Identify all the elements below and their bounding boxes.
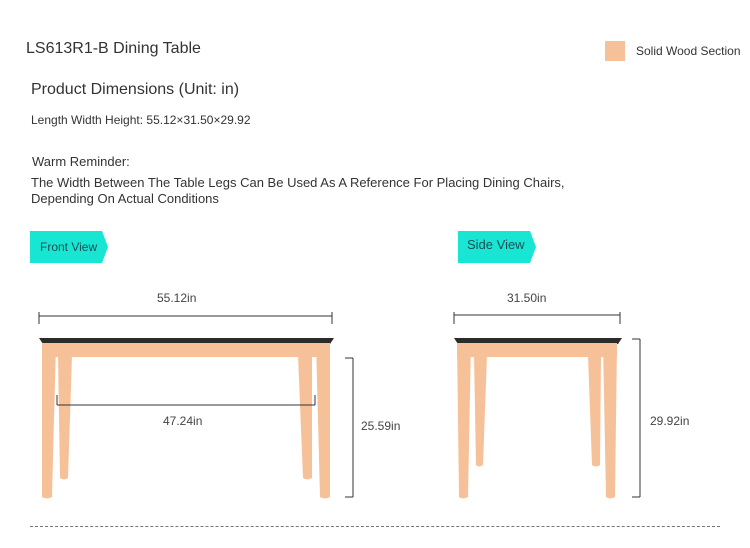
- front-right-leg: [316, 343, 330, 499]
- front-view-drawing: [39, 312, 353, 499]
- front-height-dimension-line: [345, 358, 353, 497]
- side-apron: [457, 343, 617, 357]
- page-title: LS613R1-B Dining Table: [26, 40, 201, 57]
- side-height-dimension-line: [632, 339, 640, 497]
- side-view-drawing: [454, 312, 640, 499]
- dimensions-heading: Product Dimensions (Unit: in): [31, 81, 240, 98]
- front-apron: [42, 343, 330, 357]
- reminder-line-2: Depending On Actual Conditions: [31, 191, 219, 206]
- reminder-line-1: The Width Between The Table Legs Can Be Used As A Reference For Placing Dining Chairs,: [31, 175, 565, 190]
- legend-label: Solid Wood Section: [636, 44, 741, 58]
- front-inner-width-label: 47.24in: [163, 414, 203, 428]
- side-view-tag-label: Side View: [467, 237, 525, 252]
- front-right-inner-leg: [298, 355, 312, 480]
- front-left-inner-leg: [58, 355, 72, 480]
- side-width-label: 31.50in: [507, 291, 547, 305]
- front-height-label: 25.59in: [361, 419, 401, 433]
- front-inner-width-dimension-line: [57, 395, 315, 405]
- front-view-tag-label: Front View: [40, 240, 98, 254]
- side-right-inner-leg: [588, 355, 601, 467]
- front-length-dimension-line: [39, 312, 332, 324]
- side-right-leg: [603, 343, 617, 499]
- side-left-leg: [457, 343, 471, 499]
- side-left-inner-leg: [474, 355, 487, 467]
- reminder-title: Warm Reminder:: [32, 154, 130, 169]
- front-left-leg: [42, 343, 56, 499]
- dimensions-text: Length Width Height: 55.12×31.50×29.92: [31, 113, 251, 127]
- side-width-dimension-line: [454, 312, 620, 324]
- side-height-label: 29.92in: [650, 414, 690, 428]
- bottom-divider: [30, 526, 720, 527]
- front-length-label: 55.12in: [157, 291, 197, 305]
